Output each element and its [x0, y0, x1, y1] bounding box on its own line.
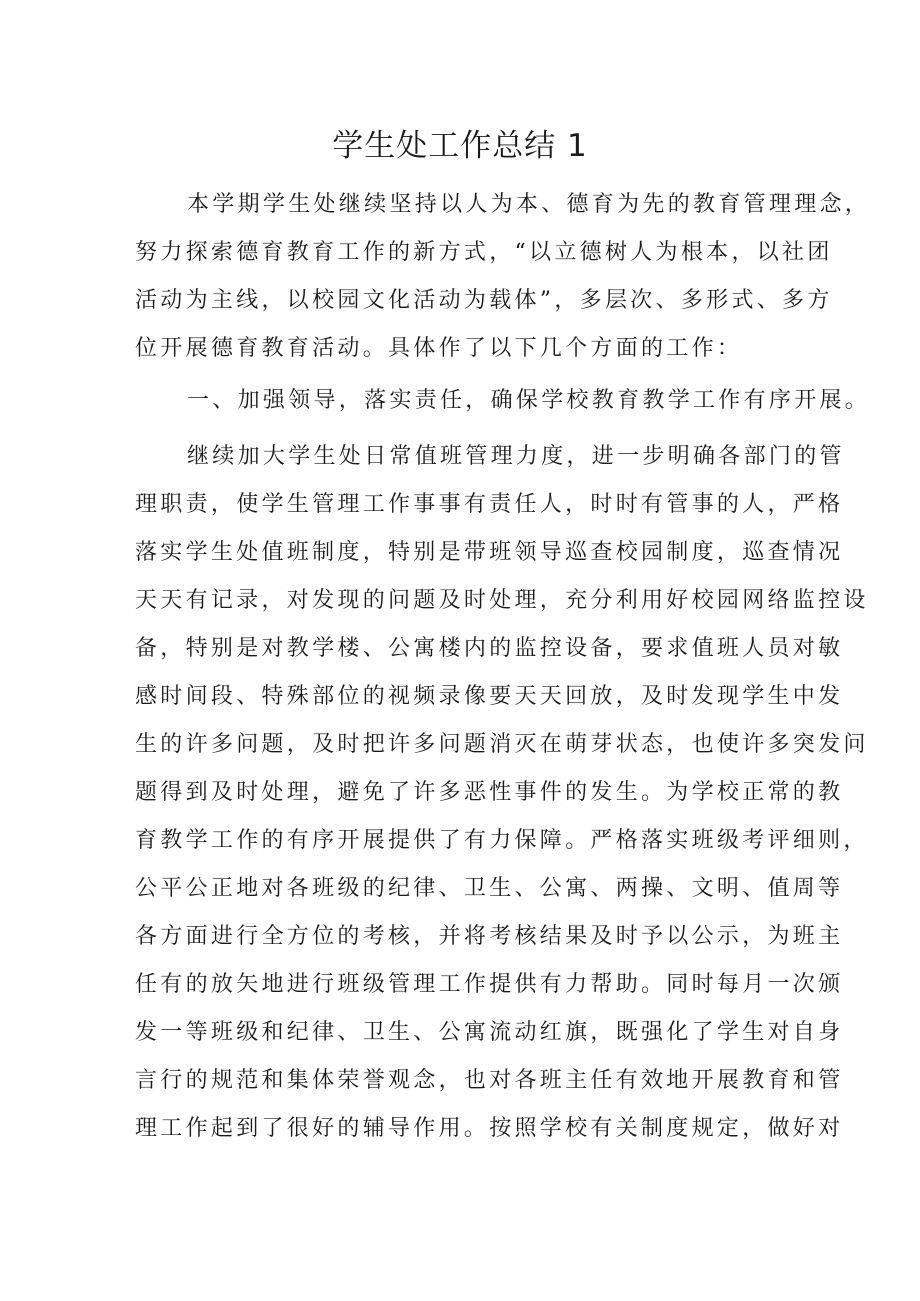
intro-paragraph [135, 181, 871, 373]
text-line: 理职责，使学生管理工作事事有责任人，时时有管事的人，严格 [135, 492, 844, 517]
section-heading-text: 一、加强领导，落实责任，确保学校教育教学工作有序开展。 [187, 388, 871, 413]
text-line: 理工作起到了很好的辅导作用。按照学校有关制度规定，做好对 [135, 1116, 844, 1141]
text-line: 感时间段、特殊部位的视频录像要天天回放，及时发现学生中发 [135, 684, 844, 709]
text-line: 题得到及时处理，避免了许多恶性事件的发生。为学校正常的教 [135, 780, 844, 805]
text-line: 育教学工作的有序开展提供了有力保障。严格落实班级考评细则， [135, 828, 869, 853]
text-line: 备，特别是对教学楼、公寓楼内的监控设备，要求值班人员对敏 [135, 636, 844, 661]
text-line: 本学期学生处继续坚持以人为本、德育为先的教育管理理念， [187, 192, 871, 217]
text-line: 言行的规范和集体荣誉观念，也对各班主任有效地开展教育和管 [135, 1068, 844, 1093]
section-heading [135, 377, 871, 425]
document-title: 学生处工作总结 1 [332, 128, 588, 164]
text-line: 任有的放矢地进行班级管理工作提供有力帮助。同时每月一次颁 [135, 972, 844, 997]
text-line: 努力探索德育教育工作的新方式，“以立德树人为根本，以社团 [135, 240, 833, 265]
text-line: 落实学生处值班制度，特别是带班领导巡查校园制度，巡查情况 [135, 540, 844, 565]
text-line: 生的许多问题，及时把许多问题消灭在萌芽状态，也使许多突发问 [135, 732, 869, 757]
text-line: 活动为主线，以校园文化活动为载体”，多层次、多形式、多方 [135, 288, 833, 313]
text-line: 公平公正地对各班级的纪律、卫生、公寓、两操、文明、值周等 [135, 876, 844, 901]
text-line: 继续加大学生处日常值班管理力度，进一步明确各部门的管 [187, 444, 845, 469]
text-line: 位开展德育教育活动。具体作了以下几个方面的工作： [135, 336, 743, 361]
body-paragraph [135, 433, 869, 1153]
text-line: 天天有记录，对发现的问题及时处理，充分利用好校园网络监控设 [135, 588, 869, 613]
text-line: 发一等班级和纪律、卫生、公寓流动红旗，既强化了学生对自身 [135, 1020, 844, 1045]
text-line: 各方面进行全方位的考核，并将考核结果及时予以公示，为班主 [135, 924, 844, 949]
